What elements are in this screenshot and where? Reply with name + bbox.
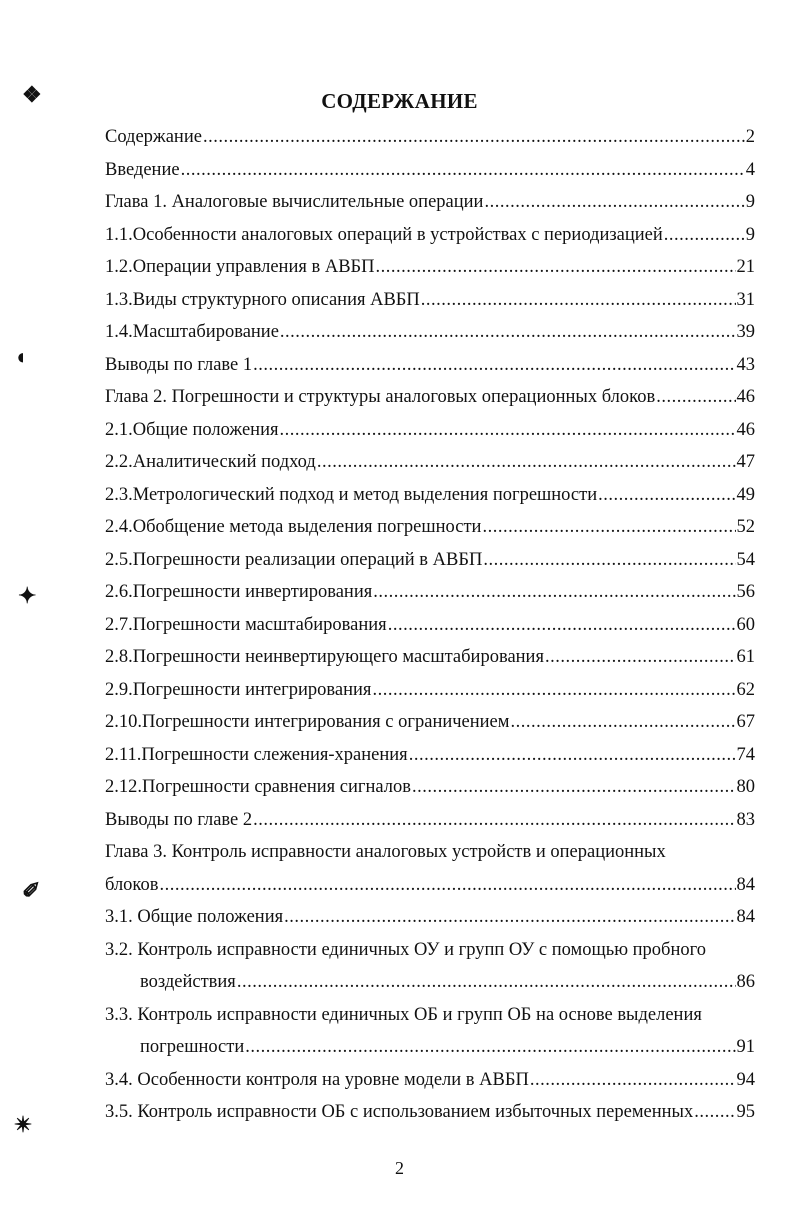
toc-entry [105,481,755,514]
toc-entry-number: 2.2. [105,452,133,472]
toc-entry-page: 56 [736,582,755,602]
toc-entry-page: 67 [736,712,755,732]
toc-entry-page: 9 [745,192,755,212]
toc-entry-page: 84 [736,907,755,927]
toc-entry [105,643,755,676]
toc-entry-label: блоков [105,874,159,895]
toc-entry-label: 3.2. Контроль исправности единичных ОУ и групп ОУ с помощью пробного [105,939,706,960]
leader-dots [656,383,735,411]
leader-dots [376,253,736,281]
toc-entry [105,448,755,481]
leader-dots [598,481,735,509]
leader-dots [530,1066,736,1094]
leader-dots [280,416,736,444]
toc-entry-label: Введение [105,159,180,180]
toc-entry-3-2-line2 [105,968,755,1001]
leader-dots [664,221,745,249]
toc-entry [105,513,755,546]
toc-entry-page: 83 [736,809,755,830]
toc-entry [105,416,755,449]
toc-entry-label: Погрешности неинвертирующего масштабирования [132,647,544,667]
toc-entry-number: 1.3. [105,289,133,310]
toc-entry-number: 2.11. [105,744,142,765]
leader-dots [484,188,744,216]
toc-entry-page: 31 [736,289,755,310]
toc-entry-page: 74 [736,744,755,765]
toc-entry-number: 2.6. [105,582,133,602]
toc-entry-label: Глава 1. Аналоговые вычислительные операции [105,192,484,212]
leader-dots [372,676,735,704]
toc-entry [105,123,755,156]
leader-dots [253,806,735,834]
toc-entry-number: 2.5. [105,549,133,570]
leader-dots [280,318,736,346]
leader-dots [181,156,745,184]
toc-entry [105,741,755,774]
toc-entry-page: 54 [736,549,755,570]
toc-entry-number: 2.7. [105,614,133,635]
leader-dots [694,1098,735,1126]
toc-entry-3-3-line1 [105,1001,755,1034]
toc-entry-page: 94 [736,1069,755,1090]
toc-entry-chapter3-line1 [105,838,755,871]
toc-entry-label: Глава 3. Контроль исправности аналоговых устройств и операционных [105,842,666,862]
page-number: 2 [395,1158,404,1178]
toc-entry-page: 84 [736,874,755,895]
toc-entry-number: 2.10. [105,712,142,732]
toc-entry-3-3-line2 [105,1033,755,1066]
toc-entry-label: Погрешности инвертирования [132,582,373,602]
toc-entry-label: Аналитический подход [132,452,316,472]
toc-entry-page: 52 [736,517,755,537]
toc-entry-number: 2.8. [105,647,133,667]
toc-entry-page: 86 [736,972,755,992]
toc-entry-label: Общие положения [132,419,279,440]
toc-entry-label: Операции управления в АВБП [132,257,375,277]
toc-entry-label: 3.1. Общие положения [105,907,284,927]
toc-entry [105,221,755,254]
toc-entry-page: 46 [736,387,755,407]
toc-entry-label: Погрешности слежения-хранения [141,744,408,765]
toc-entry-number: 2.3. [105,484,133,505]
toc-entry-page: 21 [736,257,755,277]
toc-entry [105,708,755,741]
toc-entry-label: воздействия [140,972,236,992]
scan-artifact-mark: ✐ [22,878,41,903]
toc-entry-page: 4 [745,159,755,180]
toc-entry-page: 60 [736,614,755,635]
toc-entry-page: 91 [736,1037,755,1057]
toc-entry-label: Содержание [105,127,202,147]
table-of-contents [105,123,755,1131]
toc-entry [105,546,755,579]
toc-entry-3-2-line1 [105,936,755,969]
toc-entry-3-1 [105,903,755,936]
toc-entry [105,676,755,709]
toc-entry-label: Виды структурного описания АВБП [132,289,420,310]
leader-dots [253,351,735,379]
toc-entry [105,383,755,416]
toc-entry-chapter3-line2 [105,871,755,904]
leader-dots [388,611,736,639]
toc-entry [105,253,755,286]
leader-dots [245,1033,735,1061]
toc-entry-page: 43 [736,354,755,375]
toc-entry-label: погрешности [140,1037,245,1057]
toc-entry-page: 62 [736,679,755,700]
toc-entry-label: Погрешности интегрирования [132,679,372,700]
leader-dots [317,448,736,476]
toc-entry-label: Погрешности интегрирования с ограничением [142,712,510,732]
toc-entry [105,611,755,644]
leader-dots [483,546,735,574]
leader-dots [203,123,745,151]
toc-entry-label: Погрешности масштабирования [132,614,387,635]
leader-dots [409,741,736,769]
leader-dots [545,643,736,671]
toc-entry [105,286,755,319]
toc-entry [105,318,755,351]
toc-entry-number: 2.12. [105,777,142,797]
toc-entry [105,188,755,221]
toc-entry [105,351,755,384]
page-title: СОДЕРЖАНИЕ [321,89,478,113]
toc-entry-label: Глава 2. Погрешности и структуры аналоговых операционных блоков [105,387,656,407]
toc-entry-label: Погрешности реализации операций в АВБП [132,549,483,570]
toc-entry-page: 47 [736,452,755,472]
toc-entry-page: 9 [745,224,755,245]
toc-entry-number: 2.1. [105,419,133,440]
toc-entry-label: Масштабирование [132,322,279,342]
toc-entry-label: 3.3. Контроль исправности единичных ОБ и групп ОБ на основе выделения [105,1004,702,1025]
scan-artifact-mark: ❖ [22,82,42,107]
scan-artifact-mark: ✴ [14,1112,33,1137]
toc-entry [105,578,755,611]
toc-entry-label: 3.5. Контроль исправности ОБ с использованием избыточных переменных [105,1102,694,1122]
toc-entry-number: 1.2. [105,257,133,277]
toc-entry [105,806,755,839]
toc-entry-label: 3.4. Особенности контроля на уровне модели в АВБП [105,1069,529,1090]
toc-entry-number: 2.9. [105,679,133,700]
toc-entry-label: Выводы по главе 1 [105,354,253,375]
toc-entry-3-5 [105,1098,755,1131]
toc-entry-page: 2 [745,127,755,147]
toc-entry [105,773,755,806]
toc-entry-label: Особенности аналоговых операций в устройствах с периодизацией [132,224,663,245]
toc-entry-page: 46 [736,419,755,440]
leader-dots [237,968,736,996]
toc-entry [105,156,755,189]
leader-dots [159,871,735,899]
toc-entry-page: 95 [736,1102,755,1122]
toc-entry-page: 80 [736,777,755,797]
leader-dots [412,773,736,801]
toc-entry-page: 39 [736,322,755,342]
toc-entry-number: 2.4. [105,517,133,537]
scan-artifact-mark: ✦ [18,583,37,608]
toc-entry-3-4 [105,1066,755,1099]
toc-entry-page: 61 [736,647,755,667]
toc-entry-label: Метрологический подход и метод выделения погрешности [132,484,598,505]
leader-dots [373,578,735,606]
scan-artifact-mark: ◖ [14,344,28,369]
leader-dots [421,286,736,314]
toc-entry-label: Погрешности сравнения сигналов [142,777,411,797]
toc-entry-label: Выводы по главе 2 [105,809,253,830]
toc-entry-number: 1.1. [105,224,133,245]
toc-entry-number: 1.4. [105,322,133,342]
leader-dots [284,903,735,931]
toc-entry-page: 49 [736,484,755,505]
leader-dots [510,708,735,736]
toc-entry-label: Обобщение метода выделения погрешности [132,517,482,537]
leader-dots [482,513,735,541]
